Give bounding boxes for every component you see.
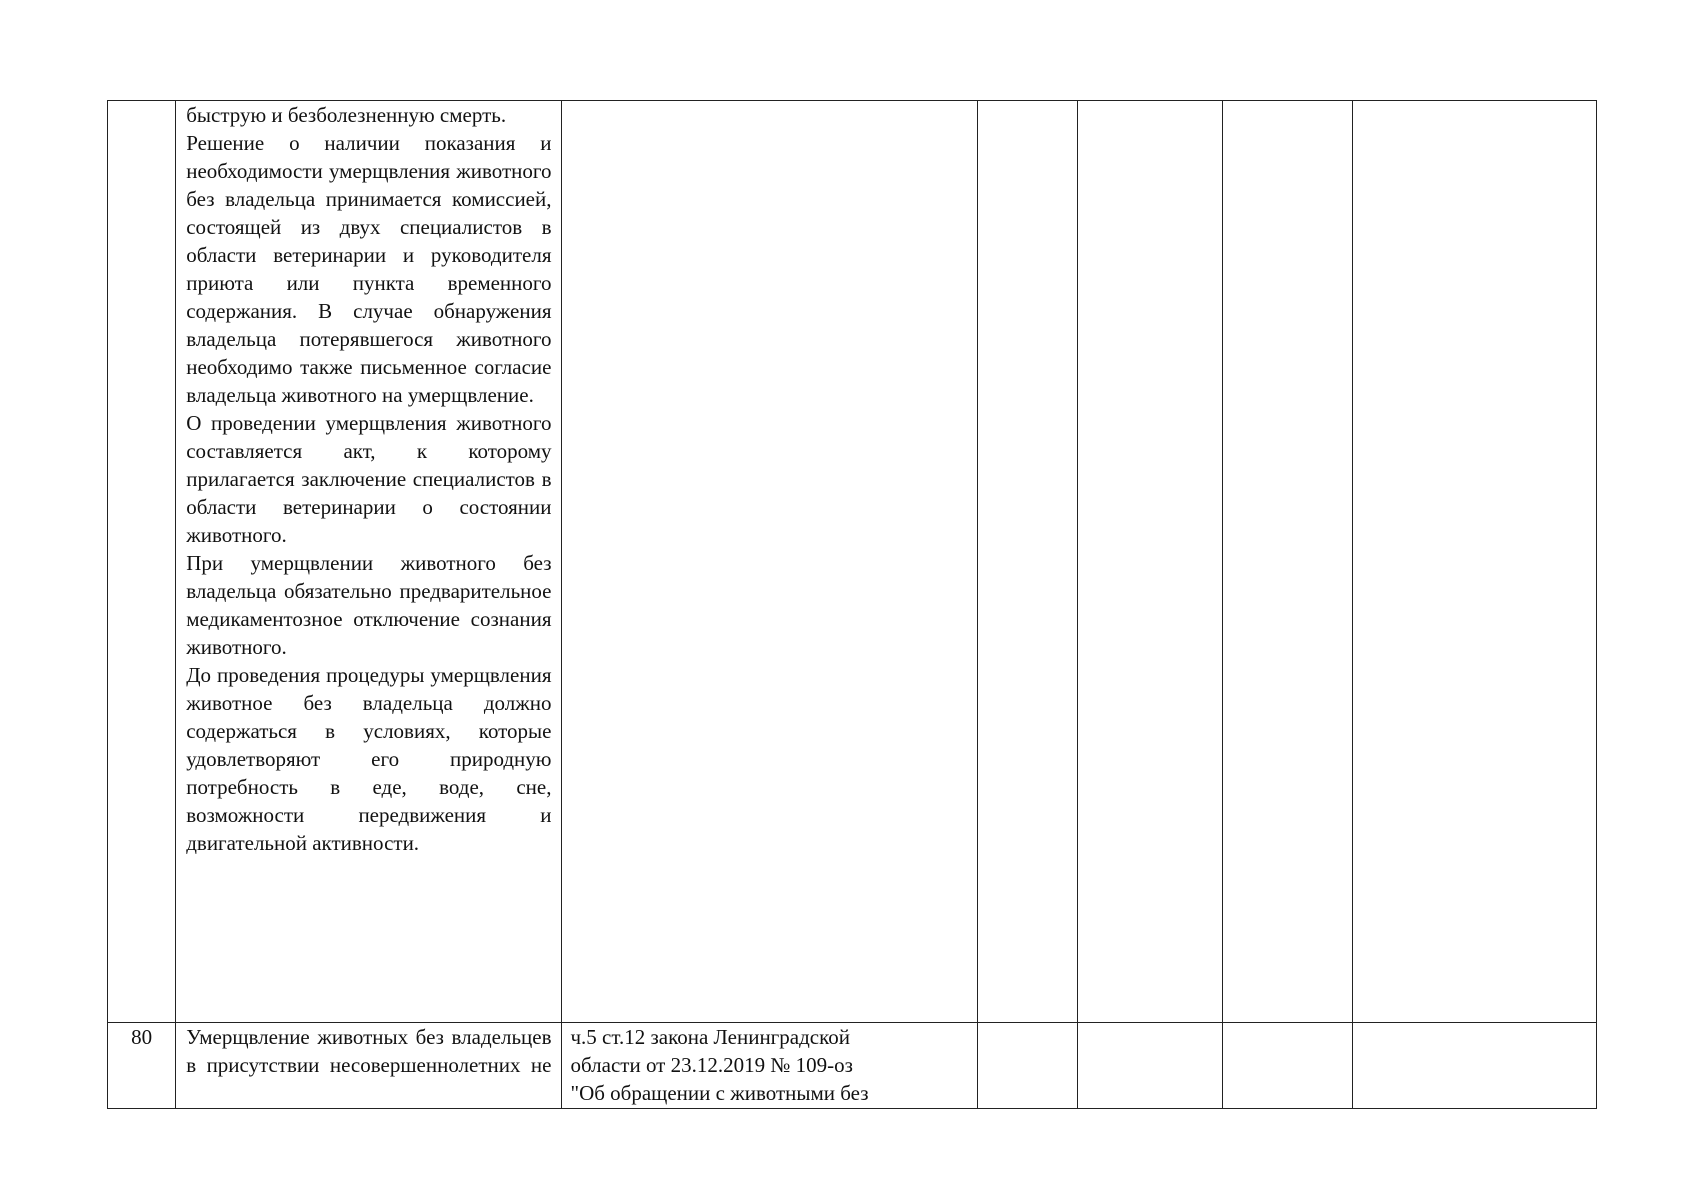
empty-cell: [1078, 1022, 1222, 1108]
empty-cell: [1353, 1022, 1597, 1108]
requirement-cell: [176, 101, 561, 1023]
requirement-cell: [176, 1022, 561, 1108]
empty-cell: [1078, 101, 1222, 1023]
requirements-table: [107, 100, 1597, 1109]
norm-reference-cell: [561, 1022, 977, 1108]
row-number-cell: [108, 101, 176, 1023]
empty-cell: [1222, 1022, 1352, 1108]
norm-reference-cell: [561, 101, 977, 1023]
requirement-paragraph: До проведения процедуры умерщвления животное без владельца должно содержаться в условиях, которые удовлетворяют его природную потребность в еде, воде, сне, возможности передвижения и двигательной активности.: [186, 663, 552, 855]
empty-cell: [1222, 101, 1352, 1023]
requirement-paragraph: Решение о наличии показания и необходимости умерщвления животного без владельца принимается комиссией, состоящей из двух специалистов в области ветеринарии и руководителя приюта или пункта временного содержания. В случае обнаружения владельца потерявшегося животного необходимо также письменное согласие владельца животного на умерщвление.: [186, 131, 552, 407]
empty-cell: [1353, 101, 1597, 1023]
requirement-paragraph: быструю и безболезненную смерть.: [186, 103, 507, 127]
row-number: 80: [131, 1024, 153, 1049]
norm-reference-line: области от 23.12.2019 № 109-оз: [570, 1052, 853, 1077]
requirement-paragraph: Умерщвление животных без владельцев в присутствии несовершеннолетних не: [186, 1024, 552, 1077]
requirement-paragraph: При умерщвлении животного без владельца обязательно предварительное медикаментозное отключение сознания животного.: [186, 551, 552, 659]
table-row: [108, 1022, 1597, 1108]
requirement-paragraph: О проведении умерщвления животного составляется акт, к которому прилагается заключение специалистов в области ветеринарии о состоянии животного.: [186, 411, 552, 547]
empty-cell: [977, 101, 1077, 1023]
table-row: [108, 101, 1597, 1023]
row-number-cell: [108, 1022, 176, 1108]
norm-reference-line: ч.5 ст.12 закона Ленинградской: [570, 1024, 850, 1049]
norm-reference-line: "Об обращении с животными без: [570, 1080, 869, 1105]
empty-cell: [977, 1022, 1077, 1108]
